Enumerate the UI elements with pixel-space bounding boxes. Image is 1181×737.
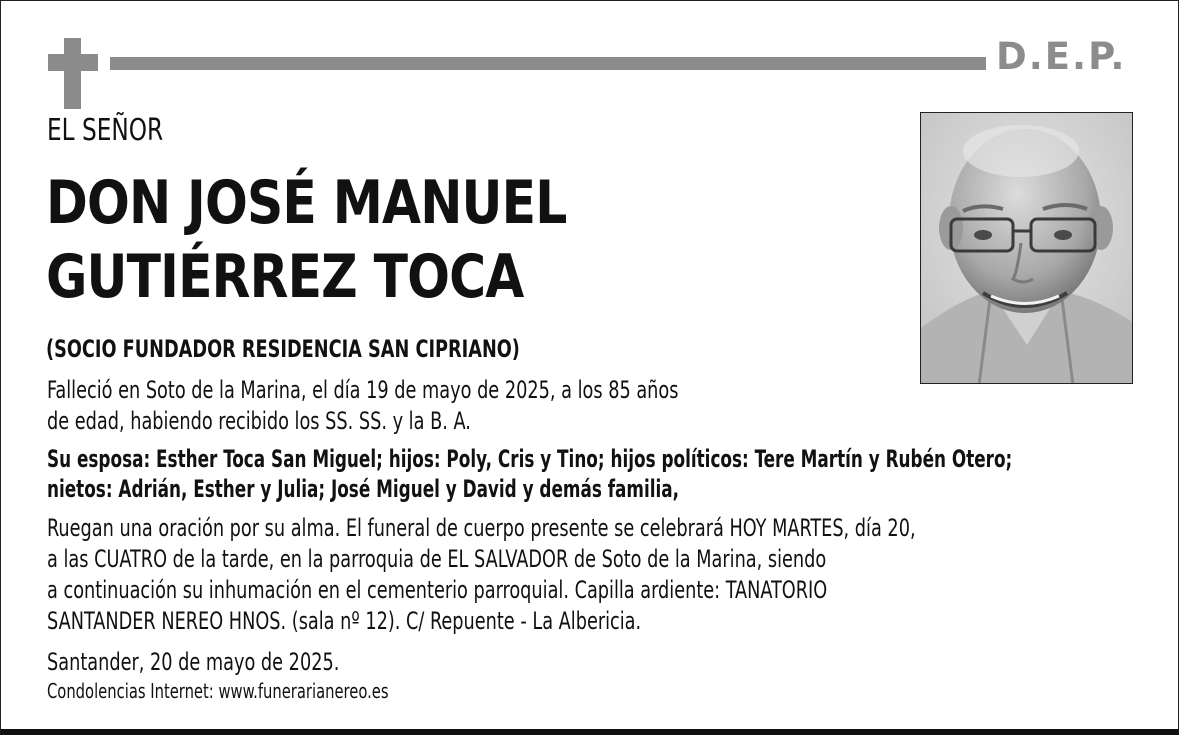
deceased-name-line-1: DON JOSÉ MANUEL — [46, 168, 567, 238]
deceased-name — [46, 166, 566, 314]
place-date: Santander, 20 de mayo de 2025. — [47, 648, 340, 676]
subtitle: (SOCIO FUNDADOR RESIDENCIA SAN CIPRIANO) — [46, 335, 520, 363]
honorific-label: EL SEÑOR — [47, 113, 164, 148]
death-paragraph — [47, 375, 678, 437]
header-rule — [110, 57, 986, 70]
funeral-line: Ruegan una oración por su alma. El funeral de cuerpo presente se celebrará HOY MARTES, día 20, — [47, 514, 916, 542]
death-line: Falleció en Soto de la Marina, el día 19 de mayo de 2025, a los 85 años — [47, 376, 679, 404]
cross-horizontal-bar — [48, 54, 98, 71]
family-line: nietos: Adrián, Esther y Julia; José Miguel y David y demás familia, — [47, 475, 680, 503]
deceased-portrait — [920, 112, 1133, 384]
cross-vertical-bar — [64, 38, 81, 109]
portrait-illustration — [921, 113, 1133, 384]
dep-heading: D.E.P. — [996, 35, 1127, 78]
family-line: Su esposa: Esther Toca San Miguel; hijos: Poly, Cris y Tino; hijos políticos: Tere Martín y Rubén Otero; — [47, 445, 1013, 473]
deceased-name-line-2: GUTIÉRREZ TOCA — [46, 242, 524, 312]
condolences-line: Condolencias Internet: www.funerarianereo.es — [47, 679, 389, 703]
funeral-line: SANTANDER NEREO HNOS. (sala nº 12). C/ Repuente - La Albericia. — [47, 607, 642, 635]
death-line: de edad, habiendo recibido los SS. SS. y la B. A. — [47, 407, 471, 435]
funeral-line: a continuación su inhumación en el cementerio parroquial. Capilla ardiente: TANATORIO — [47, 576, 828, 604]
funeral-line: a las CUATRO de la tarde, en la parroquia de EL SALVADOR de Soto de la Marina, siendo — [47, 545, 827, 573]
family-paragraph — [47, 444, 1012, 504]
funeral-paragraph — [47, 513, 916, 637]
